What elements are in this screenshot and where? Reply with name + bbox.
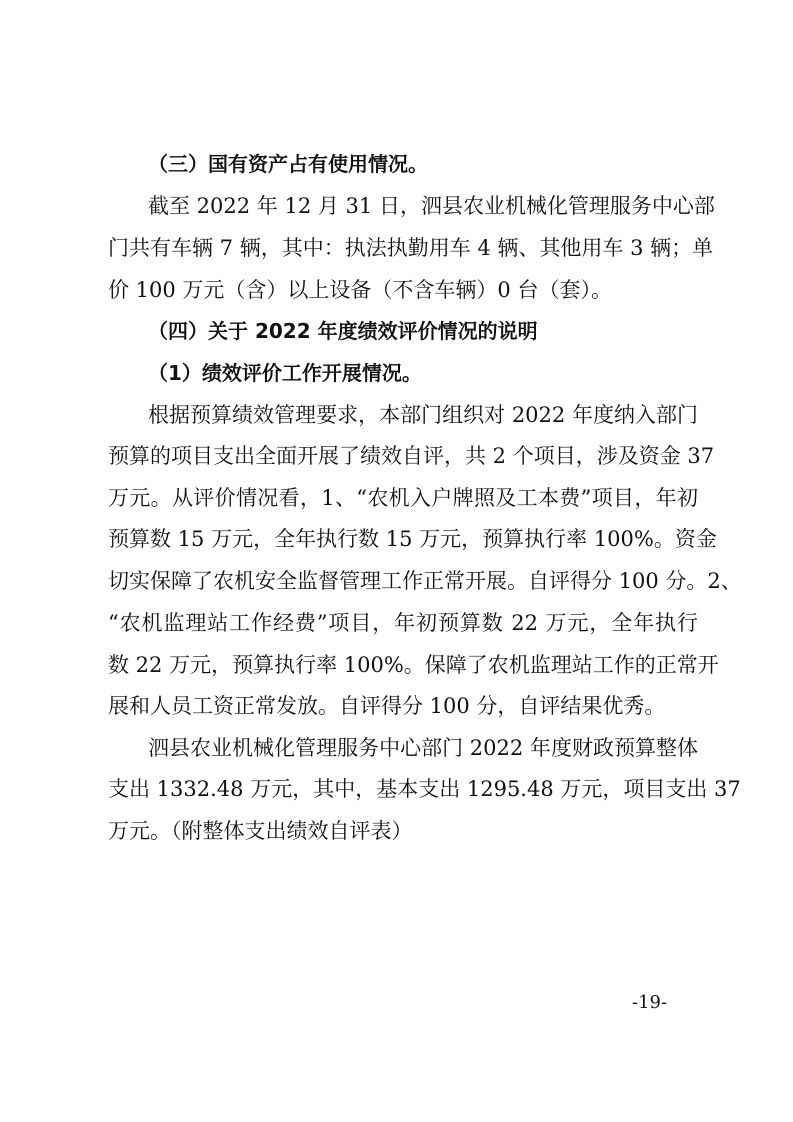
paragraph-line: 支出 1332.48 万元，其中，基本支出 1295.48 万元，项目支出 37 [108,777,741,801]
section-heading-state-assets: （三）国有资产占有使用情况。 [148,152,428,176]
paragraph-line: 根据预算绩效管理要求，本部门组织对 2022 年度纳入部门 [148,403,698,427]
paragraph-line: 截至 2022 年 12 月 31 日，泗县农业机械化管理服务中心部 [148,194,715,218]
paragraph-line: 泗县农业机械化管理服务中心部门 2022 年度财政预算整体 [148,736,698,760]
page-number: -19- [632,992,668,1013]
paragraph-line: 万元。（附整体支出绩效自评表） [108,819,413,843]
paragraph-line: 数 22 万元，预算执行率 100%。保障了农机监理站工作的正常开 [108,653,719,677]
paragraph-line: 价 100 万元（含）以上设备（不含车辆）0 台（套）。 [108,278,612,302]
paragraph-line: 切实保障了农机安全监督管理工作正常开展。自评得分 100 分。2、 [108,569,742,593]
paragraph-line: 展和人员工资正常发放。自评得分 100 分，自评结果优秀。 [108,694,666,718]
paragraph-line: 预算的项目支出全面开展了绩效自评，共 2 个项目，涉及资金 37 [108,444,715,468]
section-heading-performance-evaluation: （四）关于 2022 年度绩效评价情况的说明 [148,319,538,343]
paragraph-line: 万元。从评价情况看，1、“农机入户牌照及工本费”项目，年初 [108,486,698,510]
subheading-evaluation-work: （1）绩效评价工作开展情况。 [148,361,422,385]
paragraph-line: “农机监理站工作经费”项目，年初预算数 22 万元，全年执行 [108,611,698,635]
paragraph-line: 门共有车辆 7 辆，其中：执法执勤用车 4 辆、其他用车 3 辆；单 [108,236,714,260]
paragraph-line: 预算数 15 万元，全年执行数 15 万元，预算执行率 100%。资金 [108,527,717,551]
